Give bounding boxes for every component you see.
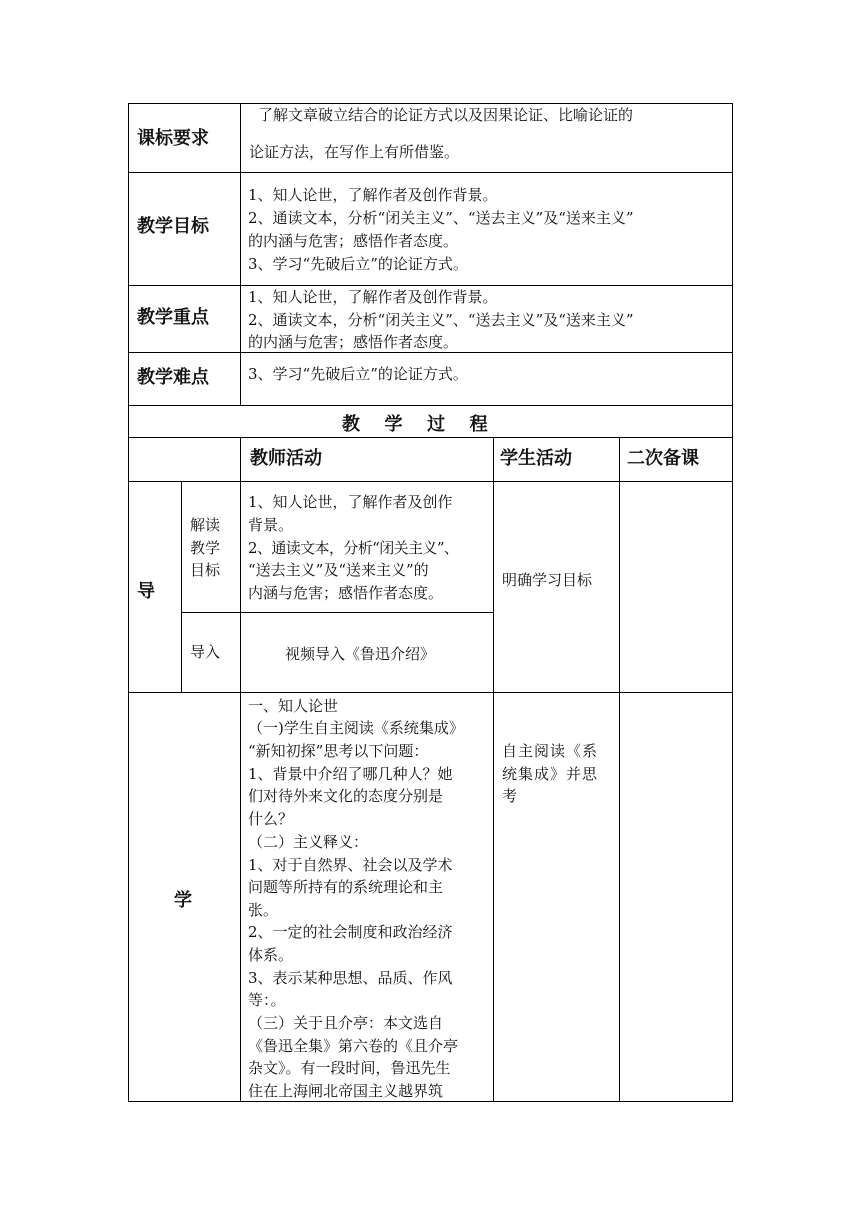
xue-teacher-line: （三）关于且介亭：本文选自 [248,1014,444,1032]
xue-teacher-line: 2、一定的社会制度和政治经济 [248,923,453,941]
xue-teacher-line: 问题等所持有的系统理论和主 [248,878,444,896]
row-divider [128,692,733,693]
table-border-right [732,103,733,1102]
process-title: 教 学 过 程 [342,414,492,435]
dao-student-activity: 明确学习目标 [502,571,593,589]
dao-teacher-line: 2、通读文本，分析“闭关主义”、 [248,539,459,557]
row-label-difficulties: 教学难点 [137,367,209,388]
col-divider [240,437,241,1102]
curriculum-line-2: 论证方法，在写作上有所借鉴。 [249,143,460,161]
row-divider [128,405,733,406]
key-points-line: 的内涵与危害；感悟作者态度。 [248,333,459,351]
difficulties-line: 3、学习“先破后立”的论证方式。 [248,365,468,383]
table-border-left [128,103,129,1102]
row-divider [128,437,733,438]
xue-teacher-line: 《鲁迅全集》第六卷的《且介亭 [248,1037,459,1055]
dao-teacher-line: 1、知人论世，了解作者及创作 [248,493,453,511]
row-divider [128,481,733,482]
xue-student-line: 考 [502,787,518,805]
xue-teacher-line: 住在上海闸北帝国主义越界筑 [248,1082,444,1100]
xue-student-line: 自主阅读《系 [502,742,599,760]
row-label-key-points: 教学重点 [137,307,209,328]
dao-sub2-teacher: 视频导入《鲁迅介绍》 [285,645,436,663]
col-divider [493,437,494,1102]
objectives-line: 1、知人论世，了解作者及创作背景。 [248,186,498,204]
dao-teacher-line: 背景。 [248,516,294,534]
dao-teacher-line: 内涵与危害；感悟作者态度。 [248,584,444,602]
row-divider [128,172,733,173]
dao-sub1-label: 目标 [190,561,221,579]
col-header-student: 学生活动 [500,448,572,469]
stage-label-dao: 导 [137,581,155,602]
row-divider [181,612,493,613]
xue-teacher-line: 1、对于自然界、社会以及学术 [248,856,453,874]
dao-sub1-label: 解读 [190,516,221,534]
dao-sub2-label: 导入 [190,643,221,661]
xue-teacher-line: 杂文》。有一段时间，鲁迅先生 [248,1059,451,1077]
key-points-line: 2、通读文本，分析“闭关主义”、“送去主义”及“送来主义” [248,311,634,329]
col-divider [619,437,620,1102]
col-divider [240,103,241,406]
xue-teacher-line: 等：。 [248,991,286,1009]
col-header-prep: 二次备课 [627,448,699,469]
xue-teacher-line: 张。 [248,901,279,919]
objectives-line: 的内涵与危害；感悟作者态度。 [248,232,459,250]
row-label-objectives: 教学目标 [137,216,209,237]
col-divider [181,481,182,693]
dao-teacher-line: “送去主义”及“送来主义”的 [248,561,429,579]
curriculum-line-1: 了解文章破立结合的论证方式以及因果论证、比喻论证的 [258,106,634,124]
xue-teacher-line: “新知初探”思考以下问题： [248,742,429,760]
xue-teacher-line: 1、背景中介绍了哪几种人？她 [248,765,453,783]
xue-teacher-line: 体系。 [248,946,294,964]
xue-teacher-line: （一)学生自主阅读《系统集成》 [248,719,464,737]
key-points-line: 1、知人论世，了解作者及创作背景。 [248,288,498,306]
xue-student-line: 统集成》并思 [502,765,599,783]
xue-teacher-line: 3、表示某种思想、品质、作风 [248,969,453,987]
xue-teacher-line: 一、知人论世 [248,697,339,715]
xue-teacher-line: 们对待外来文化的态度分别是 [248,787,444,805]
dao-sub1-label: 教学 [190,539,221,557]
xue-teacher-line: （二）主义释义： [248,833,369,851]
col-header-teacher: 教师活动 [250,448,322,469]
xue-teacher-line: 什么？ [248,810,294,828]
objectives-line: 2、通读文本，分析“闭关主义”、“送去主义”及“送来主义” [248,209,634,227]
objectives-line: 3、学习“先破后立”的论证方式。 [248,255,468,273]
stage-label-xue: 学 [174,890,192,911]
row-label-curriculum: 课标要求 [137,128,209,149]
